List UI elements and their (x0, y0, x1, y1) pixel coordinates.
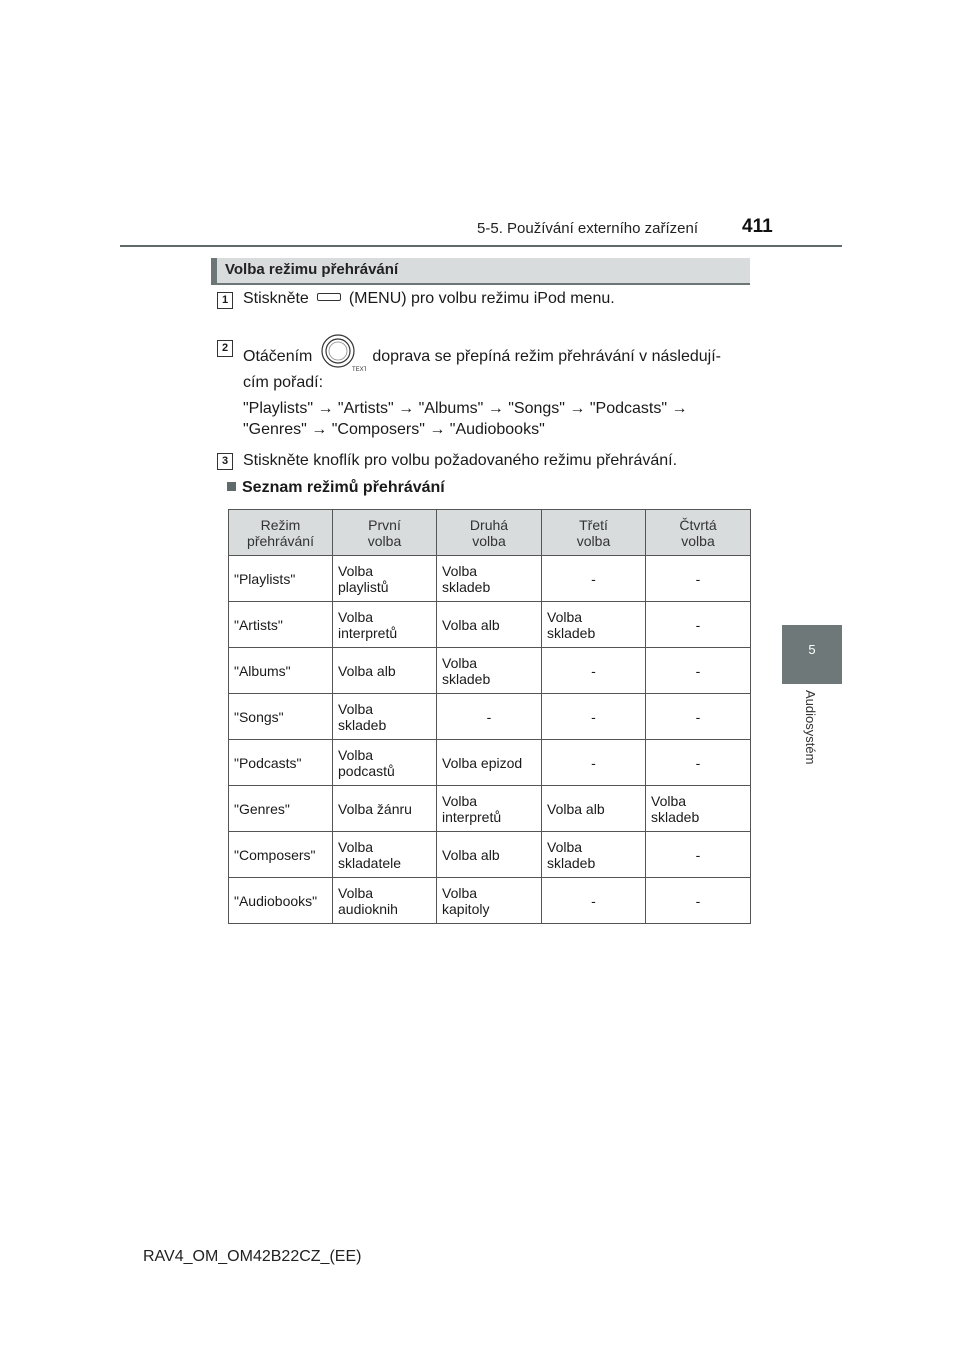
table-cell: - (437, 694, 542, 740)
knob-label: TEXT (352, 367, 367, 372)
table-cell: Volba kapitoly (437, 878, 542, 924)
table-row (229, 648, 751, 694)
table-row (229, 556, 751, 602)
table-cell: Volba audioknih (333, 878, 437, 924)
table-row (229, 694, 751, 740)
page-number: 411 (742, 216, 773, 237)
chapter-number: 5 (808, 642, 816, 657)
running-header: 5-5. Používání externího zařízení (477, 220, 698, 237)
table-cell: "Genres" (229, 786, 333, 832)
table-cell: - (646, 648, 751, 694)
table-cell: Volba skladeb (333, 694, 437, 740)
table-row (229, 832, 751, 878)
table-cell: - (542, 878, 646, 924)
chapter-label: Audiosystém (803, 690, 818, 765)
table-cell: Volba žánru (333, 786, 437, 832)
table-cell: Volba interpretů (437, 786, 542, 832)
chapter-tab (782, 625, 842, 684)
step-1-text (243, 290, 615, 308)
table-cell: "Podcasts" (229, 740, 333, 786)
table-cell: - (646, 832, 751, 878)
table-cell: - (542, 648, 646, 694)
table-cell: Volba skladeb (542, 832, 646, 878)
step-number-2: 2 (217, 340, 233, 357)
table-cell: "Audiobooks" (229, 878, 333, 924)
table-row (229, 878, 751, 924)
table-cell: "Songs" (229, 694, 333, 740)
step-2-after: doprava se přepíná režim přehrávání v následují- (372, 348, 721, 366)
step-3-text: Stiskněte knoflík pro volbu požadovaného režimu přehrávání. (243, 452, 678, 469)
bullet-square-icon (227, 482, 236, 491)
table-header-cell: První volba (333, 510, 437, 556)
playback-sequence-line-2: "Genres" → "Composers" → "Audiobooks" (243, 421, 545, 438)
table-cell: Volba alb (542, 786, 646, 832)
table-cell: - (542, 694, 646, 740)
table-cell: Volba epizod (437, 740, 542, 786)
document-code: RAV4_OM_OM42B22CZ_(EE) (143, 1248, 362, 1265)
table-cell: Volba playlistů (333, 556, 437, 602)
section-heading (211, 258, 750, 285)
list-title (227, 479, 445, 497)
table-cell: Volba skladeb (542, 602, 646, 648)
table-cell: - (646, 556, 751, 602)
step-2-text (243, 338, 721, 376)
table-cell: - (646, 694, 751, 740)
step-2-before: Otáčením (243, 348, 313, 366)
table-header-cell: Čtvrtá volba (646, 510, 751, 556)
table-row (229, 740, 751, 786)
table-cell: - (542, 556, 646, 602)
table-cell: Volba alb (437, 602, 542, 648)
table-cell: "Playlists" (229, 556, 333, 602)
table-cell: Volba alb (333, 648, 437, 694)
chapter-label-container (800, 690, 818, 790)
table-cell: Volba skladeb (646, 786, 751, 832)
table-cell: Volba podcastů (333, 740, 437, 786)
step-number-1: 1 (217, 292, 233, 309)
table-header-cell: Druhá volba (437, 510, 542, 556)
table-cell: "Albums" (229, 648, 333, 694)
playback-sequence-line-1: "Playlists" → "Artists" → "Albums" → "Songs" → "Podcasts" → (243, 400, 688, 417)
list-title-text: Seznam režimů přehrávání (242, 479, 445, 496)
step-1-before: Stiskněte (243, 290, 309, 307)
step-2-continuation: cím pořadí: (243, 374, 324, 391)
table-cell: Volba skladatele (333, 832, 437, 878)
table-row (229, 786, 751, 832)
table-cell: - (646, 878, 751, 924)
header-divider (120, 245, 842, 247)
table-cell: "Composers" (229, 832, 333, 878)
table-cell: Volba skladeb (437, 556, 542, 602)
table-cell: Volba interpretů (333, 602, 437, 648)
table-cell: "Artists" (229, 602, 333, 648)
step-1-after: (MENU) pro volbu režimu iPod menu. (348, 290, 615, 307)
menu-button-icon (317, 293, 341, 301)
tune-knob-icon (318, 334, 366, 372)
table-row (229, 602, 751, 648)
playback-modes-table (228, 509, 751, 924)
table-header-row (229, 510, 751, 556)
table-header-cell: Třetí volba (542, 510, 646, 556)
table-cell: Volba alb (437, 832, 542, 878)
table-cell: Volba skladeb (437, 648, 542, 694)
table-cell: - (542, 740, 646, 786)
section-heading-text: Volba režimu přehrávání (225, 261, 399, 278)
step-number-3: 3 (217, 453, 233, 470)
table-cell: - (646, 740, 751, 786)
table-cell: - (646, 602, 751, 648)
table-header-cell: Režim přehrávání (229, 510, 333, 556)
